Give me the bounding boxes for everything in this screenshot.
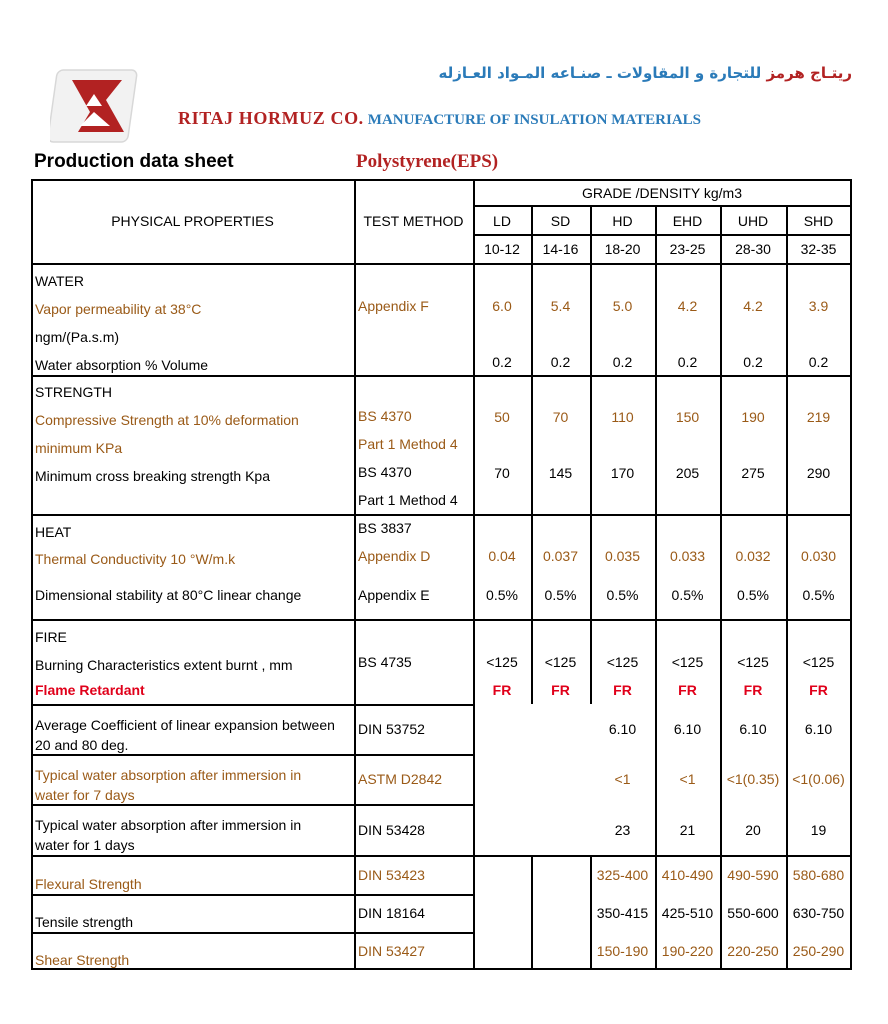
thermal-conductivity-value: 0.032 [735,548,771,564]
header-grade-density: GRADE /DENSITY kg/m3 [581,185,742,201]
vapor-permeability-label: Vapor permeability at 38°C [35,301,202,317]
water-absorption-value: 0.2 [808,354,829,370]
dimensional-stability-value: 0.5% [802,587,835,603]
cross-breaking-value: 145 [548,465,573,481]
linear-expansion-value: 6.10 [739,721,767,737]
column-divider [354,179,356,970]
grade-header: SD [550,213,571,229]
vapor-permeability-method: Appendix F [358,298,429,314]
density-header: 28-30 [735,241,771,257]
thermal-conductivity-value: 0.035 [604,548,641,564]
table-border [850,179,852,970]
cross-breaking-label: Minimum cross breaking strength Kpa [35,468,270,484]
grade-header: EHD [672,213,703,229]
immersion-1-day-method: DIN 53428 [358,822,425,838]
column-divider [531,855,533,970]
dimensional-stability-value: 0.5% [606,587,639,603]
company-line [178,108,701,129]
row-divider [31,514,852,516]
fire-heading: FIRE [35,629,67,645]
compressive-strength-value: 150 [675,409,700,425]
cross-breaking-value: 205 [675,465,700,481]
immersion-7-days-label: Typical water absorption after immersion in water for 7 days [35,767,302,803]
flame-retardant-value: FR [551,682,570,698]
arabic-company-name [420,64,852,82]
company-tagline: MANUFACTURE OF INSULATION MATERIALS [367,112,701,128]
heat-heading: HEAT [35,524,72,540]
arabic-company-rest: للتجارة و المقاولات ـ صنـاعه المـواد العـازله [438,64,767,82]
vapor-permeability-value: 3.9 [808,298,829,314]
row-divider [473,205,852,207]
column-divider [473,179,475,970]
grade-header: SHD [803,213,834,229]
water-absorption-value: 0.2 [677,354,698,370]
water-heading: WATER [35,273,84,289]
row-divider [31,855,852,857]
grade-header: HD [612,213,633,229]
row-divider [31,894,473,896]
density-header: 14-16 [542,241,579,257]
flame-retardant-value: FR [492,682,512,698]
vapor-permeability-value: 6.0 [492,298,512,314]
water-absorption-label: Water absorption % Volume [35,357,209,373]
thermal-conductivity-value: 0.030 [800,548,837,564]
immersion-7-days-value: <1 [614,771,631,787]
row-divider [31,704,473,706]
immersion-7-days-value: <1 [679,771,696,787]
burning-characteristics-label: Burning Characteristics extent burnt , mm [35,657,293,673]
thermal-conductivity-value: 0.037 [542,548,579,564]
dimensional-stability-method: Appendix E [358,587,430,603]
table-border [31,179,33,970]
company-name: RITAJ HORMUZ CO. [178,108,364,128]
flexural-strength-value: 410-490 [661,867,714,883]
sheet-title: Production data sheet [34,151,234,172]
shear-strength-value: 250-290 [792,943,845,959]
burning-value: <125 [671,654,704,670]
burning-value: <125 [737,654,769,670]
thermal-conductivity-label: Thermal Conductivity 10 °W/m.k [35,551,236,567]
row-divider [31,754,473,756]
immersion-1-day-value: 21 [679,822,696,838]
compressive-strength-unit: minimum KPa [35,440,123,456]
linear-expansion-label: Average Coefficient of linear expansion between 20 and 80 deg. [35,717,335,753]
tensile-strength-value: 350-415 [596,905,649,921]
flexural-strength-label: Flexural Strength [35,876,142,892]
row-divider [31,804,473,806]
water-absorption-value: 0.2 [550,354,571,370]
vapor-permeability-unit: ngm/(Pa.s.m) [35,329,120,345]
row-divider [31,932,473,934]
immersion-7-days-method: ASTM D2842 [358,771,443,787]
density-header: 32-35 [800,241,837,257]
linear-expansion-value: 6.10 [804,721,833,737]
row-divider [31,619,852,621]
flame-retardant-label: Flame Retardant [35,682,145,698]
burning-value: <125 [802,654,835,670]
shear-strength-label: Shear Strength [35,952,130,968]
flexural-strength-method: DIN 53423 [358,867,425,883]
row-divider [473,234,852,236]
table-border [31,179,852,181]
shear-strength-value: 150-190 [596,943,649,959]
water-absorption-value: 0.2 [743,354,763,370]
strength-heading: STRENGTH [35,384,112,400]
tensile-strength-value: 550-600 [727,905,779,921]
linear-expansion-value: 6.10 [673,721,702,737]
flexural-strength-value: 325-400 [596,867,649,883]
shear-strength-value: 220-250 [727,943,779,959]
compressive-method-standard: BS 4370 [358,408,412,424]
flame-retardant-value: FR [809,682,828,698]
grade-header: UHD [737,213,769,229]
column-divider [590,855,592,970]
burning-value: <125 [486,654,518,670]
flame-retardant-value: FR [743,682,763,698]
water-absorption-value: 0.2 [612,354,633,370]
row-divider [31,375,852,377]
thermal-conductivity-value: 0.033 [669,548,706,564]
burning-method: BS 4735 [358,654,412,670]
tensile-strength-label: Tensile strength [35,914,134,930]
header-physical-properties: PHYSICAL PROPERTIES [111,213,274,229]
vapor-permeability-value: 4.2 [743,298,763,314]
flexural-strength-value: 490-590 [727,867,779,883]
burning-value: <125 [606,654,639,670]
column-divider [531,205,533,704]
density-header: 10-12 [484,241,520,257]
immersion-1-day-value: 23 [614,822,631,838]
immersion-7-days-value: <1(0.35) [726,771,780,787]
shear-strength-value: 190-220 [661,943,714,959]
grade-header: LD [493,213,511,229]
linear-expansion-method: DIN 53752 [358,721,425,737]
shear-strength-method: DIN 53427 [358,943,425,959]
column-divider [590,205,592,704]
vapor-permeability-value: 5.4 [550,298,571,314]
row-divider [31,263,852,265]
compressive-strength-label: Compressive Strength at 10% deformation [35,412,299,428]
product-name: Polystyrene(EPS) [356,151,499,172]
cross-method-part: Part 1 Method 4 [358,492,458,508]
tensile-strength-method: DIN 18164 [358,905,425,921]
vapor-permeability-value: 4.2 [677,298,698,314]
density-header: 23-25 [669,241,706,257]
table-border [31,968,852,970]
compressive-method-part: Part 1 Method 4 [358,436,458,452]
dimensional-stability-label: Dimensional stability at 80°C linear change [35,587,302,603]
vapor-permeability-value: 5.0 [612,298,633,314]
immersion-7-days-value: <1(0.06) [792,771,845,787]
ritaj-logo-icon [50,66,144,146]
cross-breaking-value: 290 [806,465,831,481]
cross-breaking-value: 170 [610,465,635,481]
header-test-method: TEST METHOD [363,213,464,229]
density-header: 18-20 [604,241,641,257]
tensile-strength-value: 425-510 [661,905,714,921]
dimensional-stability-value: 0.5% [671,587,704,603]
immersion-1-day-value: 19 [810,822,827,838]
compressive-strength-value: 190 [741,409,765,425]
immersion-1-day-value: 20 [745,822,761,838]
tensile-strength-value: 630-750 [792,905,845,921]
flame-retardant-value: FR [613,682,632,698]
thermal-conductivity-value: 0.04 [488,548,516,564]
compressive-strength-value: 50 [494,409,510,425]
cross-breaking-value: 70 [494,465,510,481]
burning-value: <125 [544,654,577,670]
thermal-conductivity-method: Appendix D [358,548,431,564]
arabic-company-lead: ريتـاج هرمز [766,64,852,82]
cross-method-standard: BS 4370 [358,464,412,480]
flexural-strength-value: 580-680 [792,867,845,883]
heat-method-standard: BS 3837 [358,520,412,536]
linear-expansion-value: 6.10 [608,721,637,737]
immersion-1-day-label: Typical water absorption after immersion in water for 1 days [35,817,302,853]
water-absorption-value: 0.2 [492,354,512,370]
dimensional-stability-value: 0.5% [544,587,577,603]
flame-retardant-value: FR [678,682,697,698]
dimensional-stability-value: 0.5% [486,587,518,603]
compressive-strength-value: 110 [611,409,634,425]
dimensional-stability-value: 0.5% [737,587,769,603]
compressive-strength-value: 219 [806,409,831,425]
cross-breaking-value: 275 [741,465,765,481]
compressive-strength-value: 70 [552,409,569,425]
